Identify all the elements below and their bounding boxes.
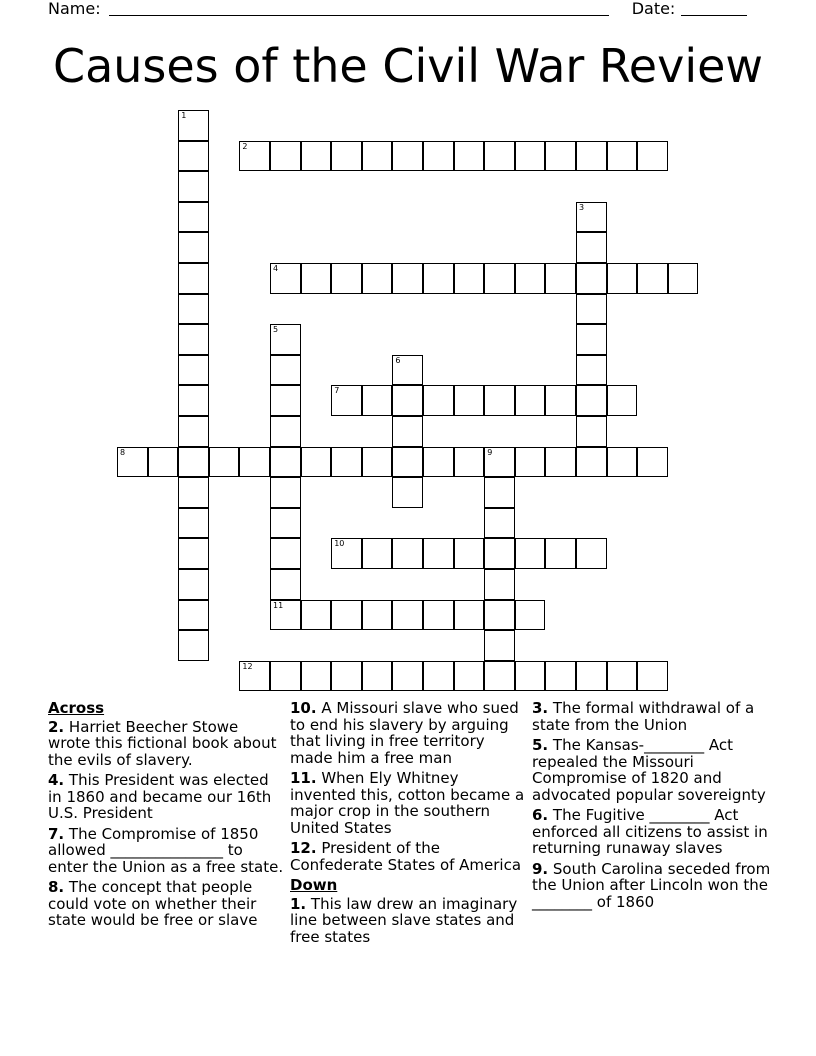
crossword-cell[interactable] <box>423 661 454 692</box>
cell-number: 8 <box>120 447 126 457</box>
crossword-cell[interactable] <box>392 416 423 447</box>
clue-item <box>290 896 526 946</box>
clue-number: 4. <box>48 771 65 789</box>
crossword-cell[interactable] <box>484 569 515 600</box>
crossword-cell[interactable] <box>270 538 301 569</box>
crossword-cell[interactable] <box>270 447 301 478</box>
crossword-cell[interactable] <box>515 538 546 569</box>
crossword-cell[interactable] <box>301 141 332 172</box>
crossword-cell[interactable] <box>178 141 209 172</box>
crossword-cell[interactable] <box>148 447 179 478</box>
crossword-cell[interactable] <box>607 263 638 294</box>
clue-number: 8. <box>48 878 65 896</box>
crossword-cell[interactable] <box>576 355 607 386</box>
clue-text: President of the Confederate States of America <box>290 839 522 874</box>
crossword-cell[interactable] <box>454 600 485 631</box>
cell-number: 2 <box>242 141 248 151</box>
crossword-cell[interactable] <box>331 141 362 172</box>
crossword-cell[interactable] <box>484 141 515 172</box>
clue-number: 11. <box>290 769 317 787</box>
clue-number: 3. <box>532 699 549 717</box>
crossword-cell[interactable] <box>423 141 454 172</box>
crossword-cell[interactable] <box>301 600 332 631</box>
crossword-cell[interactable] <box>178 355 209 386</box>
crossword-cell[interactable] <box>178 232 209 263</box>
crossword-cell[interactable] <box>178 294 209 325</box>
crossword-cell[interactable] <box>270 569 301 600</box>
clue-text: South Carolina seceded from the Union after Lincoln won the ________ of 1860 <box>532 859 771 911</box>
crossword-cell[interactable] <box>576 324 607 355</box>
clue-item <box>532 700 772 733</box>
cell-number: 3 <box>579 202 585 212</box>
clue-item <box>290 770 526 836</box>
crossword-cell[interactable] <box>178 447 209 478</box>
crossword-cell[interactable] <box>178 630 209 661</box>
down-heading: Down <box>290 876 338 894</box>
clue-text: The concept that people could vote on whether their state would be free or slave <box>48 878 258 929</box>
crossword-cell[interactable] <box>270 324 301 355</box>
crossword-cell[interactable] <box>270 416 301 447</box>
crossword-cell[interactable] <box>392 355 423 386</box>
clue-text: The Kansas-________ Act repealed the Missouri Compromise of 1820 and advocated popular sovereignty <box>532 736 766 804</box>
crossword-cell[interactable] <box>423 538 454 569</box>
clue-column-2 <box>290 700 526 949</box>
crossword-cell[interactable] <box>331 447 362 478</box>
cell-number: 9 <box>487 447 493 457</box>
crossword-cell[interactable] <box>392 447 423 478</box>
page-title: Causes of the Civil War Review <box>52 39 764 93</box>
crossword-cell[interactable] <box>545 538 576 569</box>
crossword-cell[interactable] <box>178 202 209 233</box>
clue-text: This law drew an imaginary line between slave states and free states <box>290 894 518 946</box>
crossword-cell[interactable] <box>454 263 485 294</box>
clue-text: A Missouri slave who sued to end his slavery by arguing that living in free territory made him a free man <box>290 699 519 767</box>
crossword-cell[interactable] <box>178 569 209 600</box>
clue-item <box>48 772 284 822</box>
crossword-cell[interactable] <box>576 538 607 569</box>
crossword-cell[interactable] <box>576 385 607 416</box>
clue-number: 10. <box>290 699 317 717</box>
crossword-cell[interactable] <box>576 141 607 172</box>
across-heading: Across <box>48 699 105 717</box>
cell-number: 12 <box>242 661 253 671</box>
crossword-cell[interactable] <box>637 141 668 172</box>
crossword-cell[interactable] <box>362 385 393 416</box>
crossword-cell[interactable] <box>270 508 301 539</box>
crossword-cell[interactable] <box>178 508 209 539</box>
crossword-cell[interactable] <box>331 600 362 631</box>
crossword-cell[interactable] <box>637 661 668 692</box>
crossword-cell[interactable] <box>178 385 209 416</box>
crossword-cell[interactable] <box>484 661 515 692</box>
crossword-cell[interactable] <box>423 263 454 294</box>
crossword-cell[interactable] <box>576 232 607 263</box>
crossword-cell[interactable] <box>545 661 576 692</box>
clue-number: 6. <box>532 806 549 824</box>
crossword-cell[interactable] <box>392 477 423 508</box>
cell-number: 10 <box>334 539 345 549</box>
crossword-cell[interactable] <box>209 447 240 478</box>
crossword-cell[interactable] <box>270 263 301 294</box>
crossword-cell[interactable] <box>607 385 638 416</box>
crossword-cell[interactable] <box>454 661 485 692</box>
clue-column-1 <box>48 700 284 933</box>
crossword-cell[interactable] <box>178 416 209 447</box>
crossword-cell[interactable] <box>178 110 209 141</box>
crossword-cell[interactable] <box>545 385 576 416</box>
crossword-cell[interactable] <box>239 661 270 692</box>
crossword-cell[interactable] <box>607 447 638 478</box>
cell-number: 6 <box>395 355 401 365</box>
crossword-cell[interactable] <box>301 447 332 478</box>
crossword-cell[interactable] <box>484 630 515 661</box>
crossword-cell[interactable] <box>515 385 546 416</box>
crossword-cell[interactable] <box>392 141 423 172</box>
crossword-cell[interactable] <box>484 538 515 569</box>
crossword-cell[interactable] <box>362 661 393 692</box>
clue-text: The formal withdrawal of a state from the Union <box>532 699 755 734</box>
clue-item <box>290 700 526 766</box>
crossword-cell[interactable] <box>117 447 148 478</box>
clue-number: 9. <box>532 859 549 878</box>
crossword-cell[interactable] <box>362 600 393 631</box>
crossword-cell[interactable] <box>484 600 515 631</box>
crossword-cell[interactable] <box>178 538 209 569</box>
crossword-cell[interactable] <box>331 538 362 569</box>
clue-item <box>48 719 284 769</box>
crossword-cell[interactable] <box>270 600 301 631</box>
clue-item <box>290 840 526 873</box>
crossword-cell[interactable] <box>270 477 301 508</box>
clue-number: 5. <box>532 736 549 754</box>
crossword-cell[interactable] <box>270 355 301 386</box>
crossword-cell[interactable] <box>637 447 668 478</box>
crossword-cell[interactable] <box>362 447 393 478</box>
clue-number: 7. <box>48 824 65 843</box>
crossword-cell[interactable] <box>545 447 576 478</box>
clue-item <box>48 879 284 929</box>
clue-number: 2. <box>48 717 65 736</box>
crossword-cell[interactable] <box>392 600 423 631</box>
crossword-cell[interactable] <box>576 202 607 233</box>
crossword-cell[interactable] <box>576 447 607 478</box>
crossword-cell[interactable] <box>576 661 607 692</box>
crossword-cell[interactable] <box>515 263 546 294</box>
crossword-cell[interactable] <box>270 385 301 416</box>
crossword-cell[interactable] <box>454 538 485 569</box>
crossword-cell[interactable] <box>423 447 454 478</box>
crossword-cell[interactable] <box>515 141 546 172</box>
cell-number: 4 <box>273 264 279 273</box>
cell-number: 7 <box>334 386 340 396</box>
crossword-cell[interactable] <box>331 263 362 294</box>
crossword-cell[interactable] <box>484 477 515 508</box>
clue-text: Harriet Beecher Stowe wrote this fictional book about the evils of slavery. <box>48 717 277 769</box>
clue-number: 12. <box>290 839 317 857</box>
crossword-cell[interactable] <box>484 385 515 416</box>
clue-text: The Fugitive ________ Act enforced all citizens to assist in returning runaway slaves <box>532 806 768 857</box>
clue-text: This President was elected in 1860 and became our 16th U.S. President <box>48 771 272 822</box>
crossword-cell[interactable] <box>301 263 332 294</box>
crossword-cell[interactable] <box>484 447 515 478</box>
crossword-cell[interactable] <box>484 263 515 294</box>
clue-number: 1. <box>290 894 307 913</box>
crossword-cell[interactable] <box>637 263 668 294</box>
crossword-cell[interactable] <box>515 600 546 631</box>
clue-column-3 <box>532 700 772 914</box>
crossword-cell[interactable] <box>239 141 270 172</box>
crossword-cell[interactable] <box>454 141 485 172</box>
crossword-cell[interactable] <box>178 263 209 294</box>
date-label: Date: <box>631 0 676 18</box>
clue-text: The Compromise of 1850 allowed _______________ to enter the Union as a free state. <box>48 824 284 876</box>
crossword-cell[interactable] <box>545 141 576 172</box>
cell-number: 11 <box>273 600 284 610</box>
clue-text: When Ely Whitney invented this, cotton became a major crop in the southern United States <box>290 769 525 837</box>
crossword-cell[interactable] <box>423 385 454 416</box>
crossword-cell[interactable] <box>178 477 209 508</box>
crossword-cell[interactable] <box>392 538 423 569</box>
crossword-cell[interactable] <box>178 600 209 631</box>
crossword-cell[interactable] <box>607 141 638 172</box>
crossword-cell[interactable] <box>178 324 209 355</box>
name-label: Name: <box>48 0 101 18</box>
crossword-cell[interactable] <box>576 294 607 325</box>
crossword-cell[interactable] <box>362 263 393 294</box>
crossword-cell[interactable] <box>178 171 209 202</box>
crossword-cell[interactable] <box>454 447 485 478</box>
crossword-cell[interactable] <box>545 263 576 294</box>
crossword-cell[interactable] <box>392 661 423 692</box>
clue-item <box>532 737 772 803</box>
crossword-cell[interactable] <box>362 141 393 172</box>
crossword-cell[interactable] <box>239 447 270 478</box>
crossword-cell[interactable] <box>484 508 515 539</box>
cell-number: 5 <box>273 325 279 335</box>
crossword-cell[interactable] <box>576 416 607 447</box>
crossword-cell[interactable] <box>270 661 301 692</box>
crossword-cell[interactable] <box>392 263 423 294</box>
crossword-cell[interactable] <box>576 263 607 294</box>
clue-item <box>532 807 772 857</box>
crossword-cell[interactable] <box>423 600 454 631</box>
crossword-cell[interactable] <box>392 385 423 416</box>
crossword-cell[interactable] <box>362 538 393 569</box>
clue-item <box>532 861 772 911</box>
crossword-cell[interactable] <box>301 661 332 692</box>
crossword-cell[interactable] <box>331 385 362 416</box>
crossword-cell[interactable] <box>668 263 699 294</box>
crossword-cell[interactable] <box>331 661 362 692</box>
crossword-cell[interactable] <box>454 385 485 416</box>
crossword-cell[interactable] <box>607 661 638 692</box>
crossword-cell[interactable] <box>515 447 546 478</box>
crossword-cell[interactable] <box>270 141 301 172</box>
clue-item <box>48 826 284 876</box>
cell-number: 1 <box>181 111 187 120</box>
crossword-cell[interactable] <box>515 661 546 692</box>
